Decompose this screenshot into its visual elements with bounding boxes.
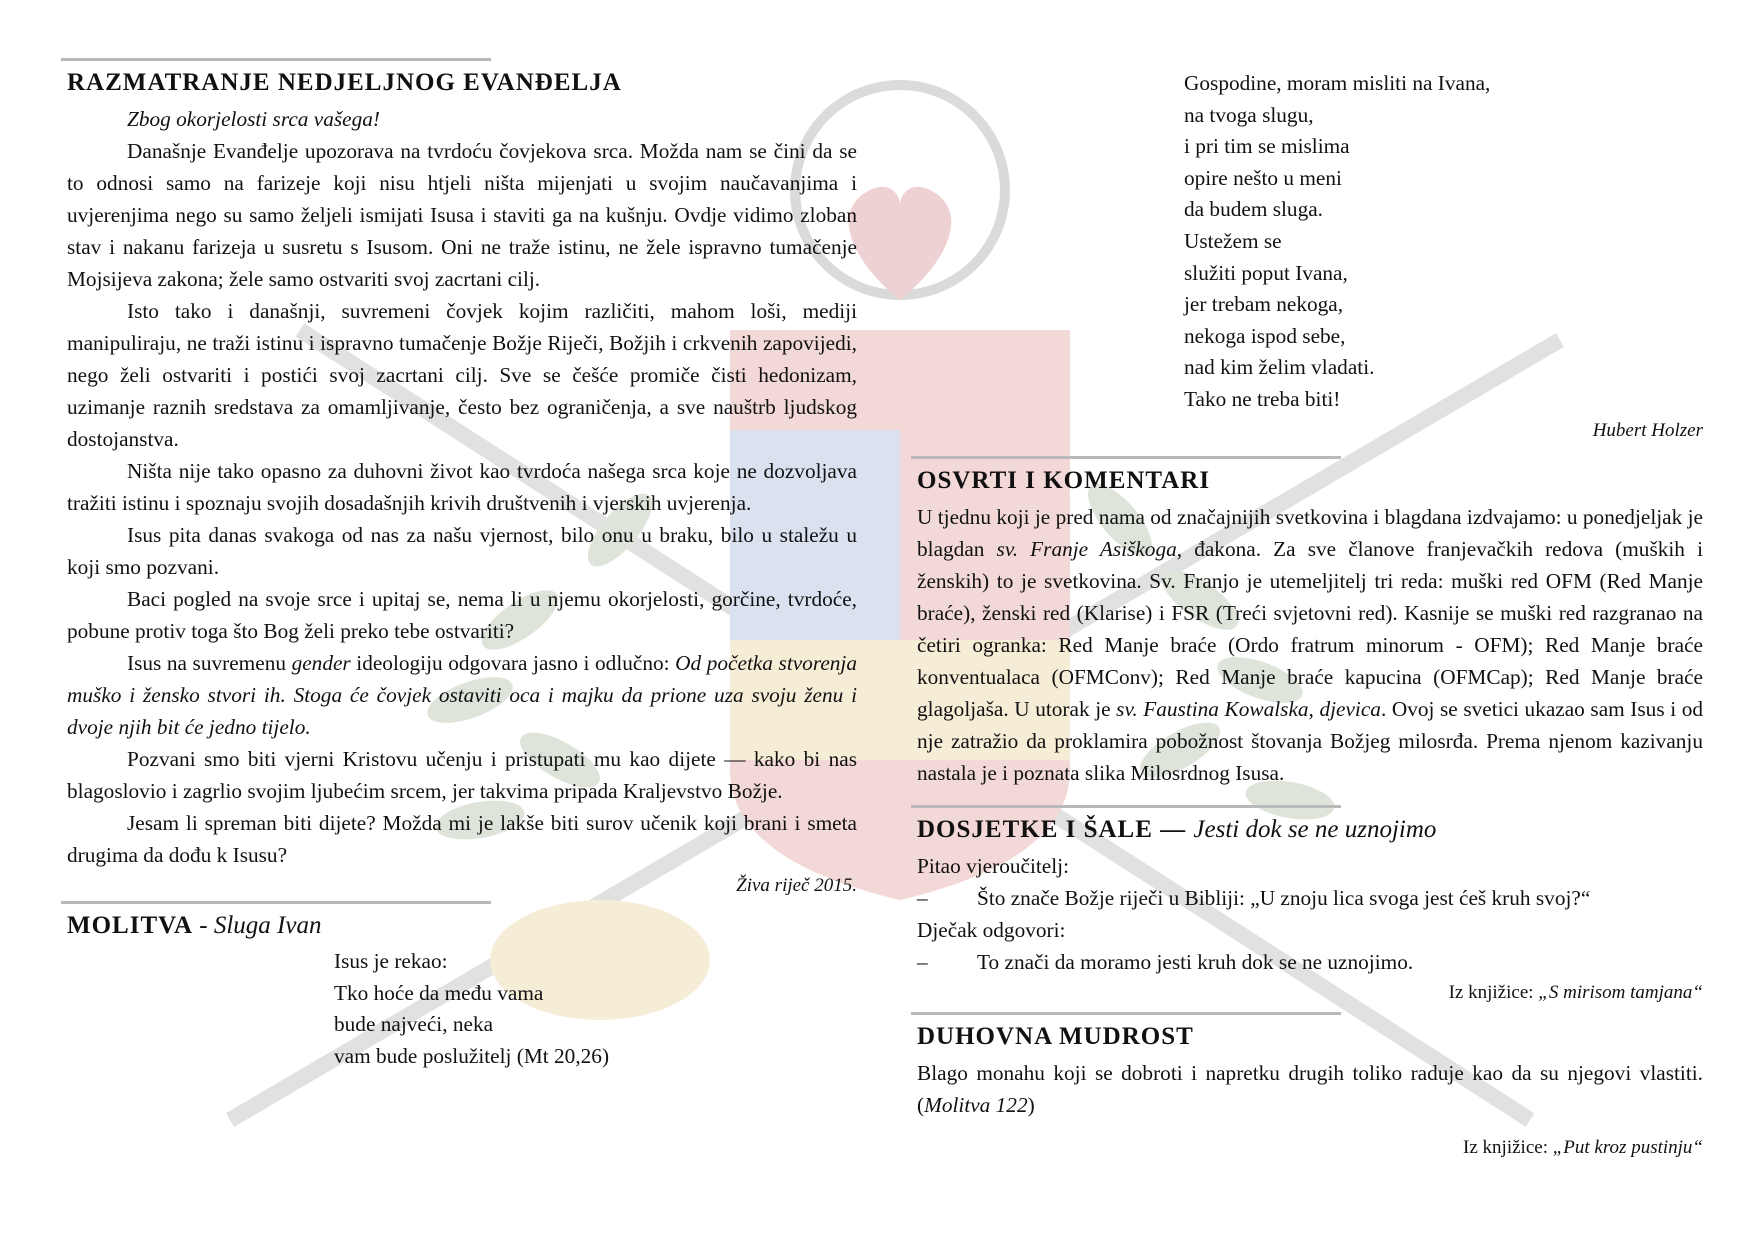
text-run: , đakona. Za sve članove franjevačkih redova (muških i ženskih) to je svetkovina. Sv. Franjo je utemeljitelj tri reda: muški red OFM (Red Manje braće), ženski red (Klarise) i FSR (Treći svjetovni red). Kasnije se muški red razgranao na četiri ogranka: Red Manje braće (Ordo fratrum minorum - OFM); Red Manje braće konventualaca (OFMConv); Red Manje braće kapucina (OFMCap); Red Manje braće glagoljaša. U utorak je xyxy=(917,536,1703,721)
saint-name: sv. Franje Asiškoga xyxy=(996,536,1177,561)
poem-line: opire nešto u meni xyxy=(1184,165,1342,190)
poem-line: Tako ne treba biti! xyxy=(1184,386,1341,411)
wisdom-source xyxy=(917,1133,1703,1163)
gospel-source: Živa riječ 2015. xyxy=(736,875,857,896)
joke-line: Dječak odgovori: xyxy=(917,917,1066,942)
gospel-paragraph-3: Ništa nije tako opasno za duhovni život kao tvrdoća našega srca koje ne dozvoljava tražiti istinu i spoznaju svojih dosadašnjih krivih društvenih i vjerskih uvjerenja. xyxy=(67,459,857,515)
text-run: U tjednu koji je pred nama od značajnijih svetkovina i blagdana izdvajamo: u ponedjeljak je blagdan xyxy=(917,504,1703,561)
gospel-paragraph-5: Baci pogled na svoje srce i upitaj se, nema li u njemu okorjelosti, gorčine, tvrdoće, pobune protiv toga što Bog želi preko tebe ostvariti? xyxy=(67,587,857,643)
prayer-lines xyxy=(334,946,857,1072)
section-divider xyxy=(911,1012,1341,1015)
joke-line: Što znače Božje riječi u Bibliji: „U znoju lica svoga jest ćeš kruh svoj?“ xyxy=(977,885,1591,910)
gospel-paragraph-1: Današnje Evanđelje upozorava na tvrdoću čovjekova srca. Možda nam se čini da se to odnosi samo na farizeje koji nisu htjeli ništa mijenjati u svojim naučavanjima i uvjerenjima nego su samo željeli ismijati Isusa i staviti ga na kušnju. Ovdje vidimo zloban stav i nakanu farizeja u susretu s Isusom. Oni ne traže istinu, ne žele ispravno tumačenje Mojsijeva zakona; žele samo ostvariti svoj zacrtani cilj. xyxy=(67,139,857,291)
joke-dialogue-line xyxy=(917,882,1703,914)
poem-line: bude najveći, neka xyxy=(334,1012,494,1037)
text-run: . Ovoj se svetici ukazao sam Isus i od nje zatražio da proklamira pobožnost štovanja Božjeg milosrđa. Prema njenom kazivanju nastala je i poznata slika Milosrdnog Isusa. xyxy=(917,696,1703,785)
prayer-section-title xyxy=(67,910,857,942)
prayer-subtitle: Sluga Ivan xyxy=(213,912,322,939)
source-prefix: Iz knjižice: xyxy=(1448,981,1539,1003)
poem-line: Tko hoće da među vama xyxy=(334,980,544,1005)
gospel-paragraph-6 xyxy=(67,647,857,743)
prayer-poem-continued xyxy=(1184,68,1703,416)
text-run: Isus na suvremenu xyxy=(127,651,292,675)
jokes-section-title xyxy=(917,814,1703,846)
poem-line: vam bude poslužitelj (Mt 20,26) xyxy=(334,1043,610,1068)
title-text: MOLITVA xyxy=(67,912,194,939)
wisdom-reference: Molitva 122 xyxy=(924,1092,1028,1117)
section-divider xyxy=(911,456,1341,459)
section-divider xyxy=(61,901,491,904)
joke-line: Pitao vjeroučitelj: xyxy=(917,853,1070,878)
section-divider xyxy=(61,58,491,61)
comments-paragraph xyxy=(917,501,1703,789)
wisdom-section-title: DUHOVNA MUDROST xyxy=(917,1022,1194,1050)
wisdom-paragraph xyxy=(917,1057,1703,1121)
poem-line: na tvoga slugu, xyxy=(1184,102,1314,127)
jokes-subtitle: Jesti dok se ne uznojimo xyxy=(1193,815,1437,843)
section-divider xyxy=(911,805,1341,808)
poem-line: da budem sluga. xyxy=(1184,197,1323,222)
gospel-paragraph-4: Isus pita danas svakoga od nas za našu vjernost, bilo onu u braku, bilo u staležu u koji smo pozvani. xyxy=(67,523,857,579)
poem-line: i pri tim se mislima xyxy=(1184,134,1350,159)
gospel-paragraph-7: Pozvani smo biti vjerni Kristovu učenju i pristupati mu kao dijete — kako bi nas blagoslovio i zagrlio svojim ljubećim srcem, jer takvima pripada Kraljevstvo Božje. xyxy=(67,747,857,803)
right-column xyxy=(917,58,1703,1163)
poem-line: Gospodine, moram misliti na Ivana, xyxy=(1184,71,1491,95)
gospel-epigraph: Zbog okorjelosti srca vašega! xyxy=(127,107,380,131)
comments-section-title: OSVRTI I KOMENTARI xyxy=(917,466,1211,494)
poem-line: Isus je rekao: xyxy=(334,949,448,973)
gospel-paragraph-2: Isto tako i današnji, suvremeni čovjek kojim različiti, mahom loši, mediji manipuliraju, ne traži istinu i ispravno tumačenje Božje Riječi, Božjih i crkvenih zapovijedi, nego želi ostvariti i postići svoj zacrtani cilj. Sve se češće promiče čisti hedonizam, uzimanje raznih sredstava za omamljivanje, često bez ograničenja, a sve nauštrb ljudskog dostojanstva. xyxy=(67,299,857,451)
title-separator: — xyxy=(1152,815,1194,843)
poem-line: nad kim želim vladati. xyxy=(1184,355,1375,380)
text-run: Blago monahu koji se dobroti i napretku drugih toliko raduje kao da su njegovi vlastiti. ( xyxy=(917,1060,1703,1117)
text-run: ) xyxy=(1027,1092,1035,1117)
joke-dialogue-line xyxy=(917,946,1703,978)
joke-line: To znači da moramo jesti kruh dok se ne uznojimo. xyxy=(977,949,1414,974)
gospel-section-title: RAZMATRANJE NEDJELJNOG EVANĐELJA xyxy=(67,69,622,96)
dash-bullet: – xyxy=(917,949,928,974)
scripture-quote: Od početka stvorenja muško i žensko stvori ih. Stoga će čovjek ostaviti oca i majku da prione uza svoju ženu i dvoje njih bit će jedno tijelo. xyxy=(67,651,857,739)
text-run: ideologiju odgovara jasno i odlučno: xyxy=(350,651,676,675)
dash-bullet: – xyxy=(917,885,928,910)
saint-name: sv. Faustina Kowalska, djevica xyxy=(1116,696,1381,721)
poem-line: nekoga ispod sebe, xyxy=(1184,323,1346,348)
jokes-source xyxy=(917,978,1703,1008)
source-title: „Put kroz pustinju“ xyxy=(1552,1136,1703,1158)
title-separator: - xyxy=(193,912,214,939)
source-prefix: Iz knjižice: xyxy=(1463,1136,1553,1158)
poem-line: služiti poput Ivana, xyxy=(1184,260,1348,285)
text-run-italic: gender xyxy=(291,651,351,675)
poem-author: Hubert Holzer xyxy=(1592,419,1703,441)
source-title: „S mirisom tamjana“ xyxy=(1538,981,1703,1003)
left-column xyxy=(67,58,857,1072)
gospel-paragraph-8: Jesam li spreman biti dijete? Možda mi je lakše biti surov učenik koji brani i smeta drugima da dođu k Isusu? xyxy=(67,811,857,867)
title-text: DOSJETKE I ŠALE xyxy=(917,815,1153,843)
poem-line: Ustežem se xyxy=(1184,228,1282,253)
poem-line: jer trebam nekoga, xyxy=(1184,292,1344,317)
